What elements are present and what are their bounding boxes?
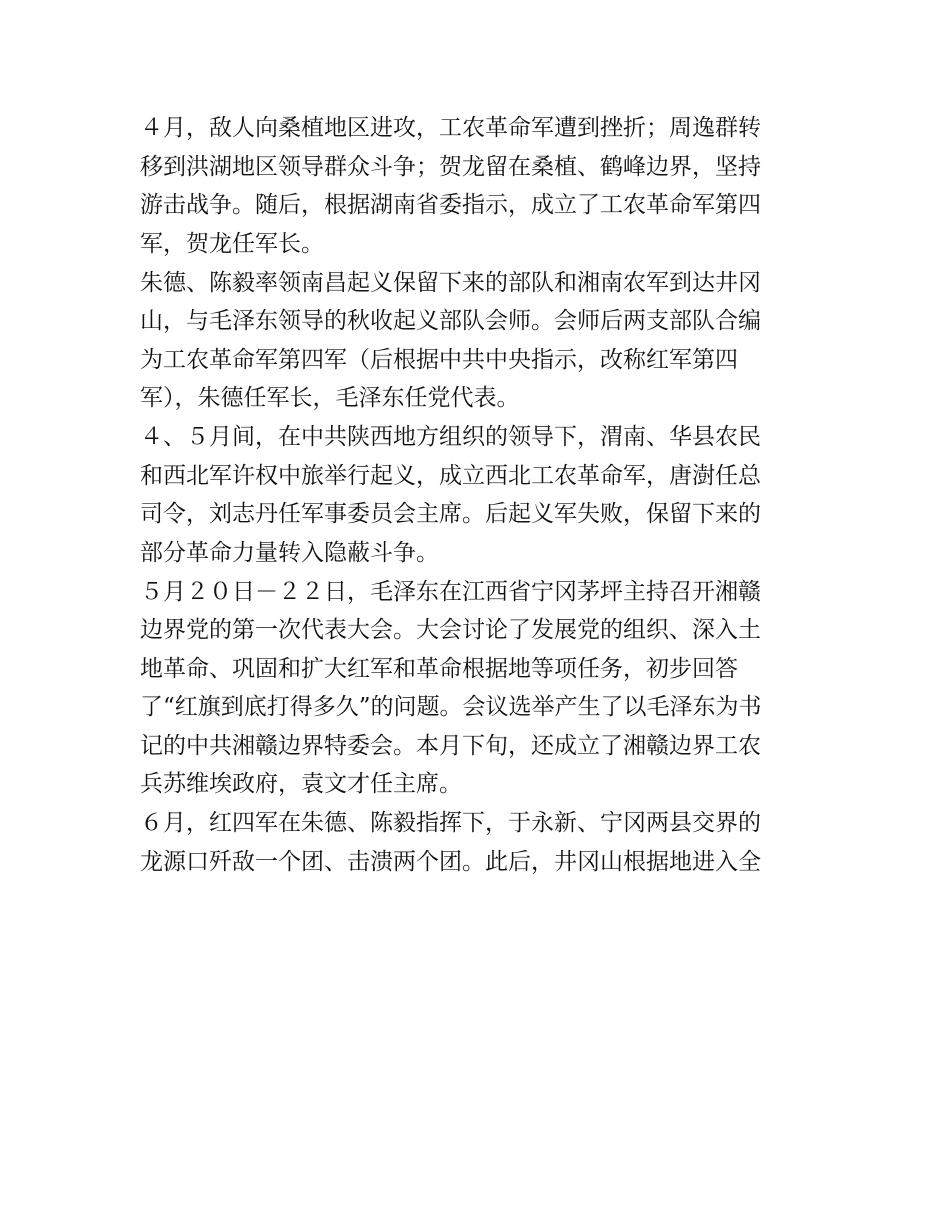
- text-line: 移到洪湖地区领导群众斗争；贺龙留在桑植、鹤峰边界，坚持: [140, 153, 761, 180]
- text-line: 司令，刘志丹任军事委员会主席。后起义军失败，保留下来的: [140, 501, 761, 527]
- text-line: 了“红旗到底打得多久”的问题。会议选举产生了以毛泽东为书: [140, 694, 762, 720]
- text-line: 地革命、巩固和扩大红军和革命根据地等项任务，初步回答: [140, 655, 738, 682]
- text-line: 部分革命力量转入隐蔽斗争。: [140, 539, 439, 566]
- text-line: 游击战争。随后，根据湖南省委指示，成立了工农革命军第四: [140, 192, 761, 218]
- paragraph-border-congress: [140, 573, 812, 804]
- text-line: 和西北军许权中旅举行起义，成立西北工农革命军，唐澍任总: [140, 462, 761, 489]
- text-line: 记的中共湘赣边界特委会。本月下旬，还成立了湘赣边界工农: [140, 732, 761, 759]
- paragraph-longyuankou-battle: [140, 804, 812, 881]
- text-line: 山，与毛泽东领导的秋收起义部队会师。会师后两支部队合编: [140, 308, 761, 334]
- text-line: 边界党的第一次代表大会。大会讨论了发展党的组织、深入土: [140, 617, 761, 643]
- text-line: 龙源口歼敌一个团、击溃两个团。此后，井冈山根据地进入全: [140, 848, 761, 875]
- text-line: 朱德、陈毅率领南昌起义保留下来的部队和湘南农军到达井冈: [140, 269, 761, 296]
- text-line: ５月２０日－２２日，毛泽东在江西省宁冈茅坪主持召开湘赣: [140, 578, 761, 605]
- document-body: [140, 109, 812, 882]
- paragraph-jinggangshan-meeting: [140, 264, 812, 418]
- text-line: 军），朱德任军长，毛泽东任党代表。: [140, 385, 520, 411]
- text-line: ６月，红四军在朱德、陈毅指挥下，于永新、宁冈两县交界的: [140, 810, 761, 836]
- text-line: 军，贺龙任军长。: [140, 230, 324, 257]
- text-line: 兵苏维埃政府，袁文才任主席。: [140, 771, 462, 797]
- paragraph-april-sangzhi: [140, 109, 812, 263]
- text-line: 为工农革命军第四军（后根据中共中央指示，改称红军第四: [140, 346, 738, 373]
- text-line: ４、５月间，在中共陕西地方组织的领导下，渭南、华县农民: [140, 424, 761, 450]
- paragraph-weinan-uprising: [140, 418, 812, 572]
- text-line: ４月，敌人向桑植地区进攻，工农革命军遭到挫折；周逸群转: [140, 115, 761, 141]
